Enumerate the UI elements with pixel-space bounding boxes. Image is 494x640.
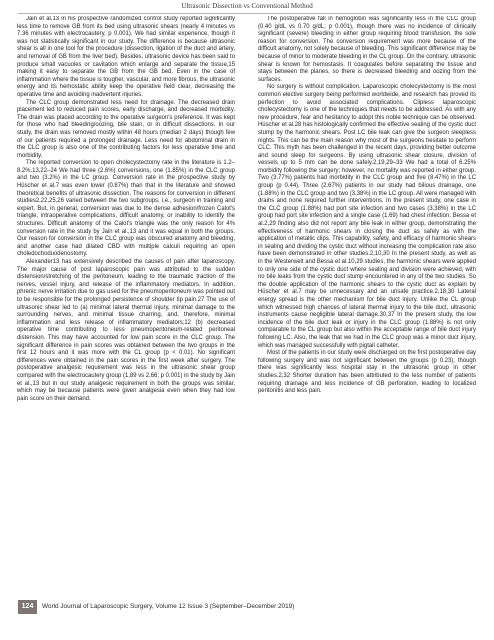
header-divider xyxy=(18,13,476,14)
paragraph: Alexander13 has extensively described the causes of pain after laparoscopy. The major cause of post laparoscopic pain was attributed to the sudden distension/stretching of the peritoneum, leading to the traumatic traction of the nerves, vessel injury, and release of the inflammatory mediators. In addition, phrenic nerve irritation due to gas used for the pneumoperitoneum was pointed out to be responsible for the prolonged persistence of shoulder tip pain.27 The use of ultrasonic shear led to (a) minimal lateral thermal injury, minimal damage to the surrounding nerves, and minimal tissue charring, and, therefore, minimal inflammation and less release of inflammatory mediators;12 (b) decreased operative time contributing to less pneumoperitoneum-related peritoneal distension. This may have accounted for low pain score in the CLC group. The significant difference in pain scores was obtained between the two groups in the first 12 hours and it was more with the CL group (p < 0.01). No significant differences were obtained in the pain scores in the first week after surgery. The postoperative analgesic requirement was less in the ultrasonic shear group compared with the electrocautery group (1.89 vs 2.66; p 0.001) in the study by Jain et al.,13 but in our study analgesic requirement in both the groups was similar, which may be because patients were given analgesia even when they had low pain score on their demand. xyxy=(17,259,235,402)
paragraph: No surgery is without complication. Laparoscopic cholecystectomy is the most common elective surgery being performed worldwide, and research has proved its perfection to avoid associated complications. Clipless laparoscopic cholecystectomy is one of the techniques that needs to be addressed. As with any new procedure, fear and hesitancy to adopt this noble technique can be observed. Hüscher et al.28 has histologically confirmed the effective sealing of the cystic duct stump by the harmonic shears. Post LC bile leak can give the surgeon sleepless nights. This can be the main reason why most of the surgeons hesitate to perform CLC. This myth has been challenged in the recent days, providing better outcome and sound sleep for surgeons. By using ultrasonic shear closure, division of vessels up to 5 mm can be done safely.2,19,29–33 We had a total of 6.25% morbidity following the surgery; however, no mortality was reported in either group. Two (3.77%) patients had morbidity in the CLC group and five (8.47%) in the LC group (p 0.44). Three (2.67%) patients in our study had bilious drainage, one (1.88%) in the CLC group and two (3.38%) in the LC group. All were managed with drains and none required further interventions. In the present study, one case in the CLC group (1.88%) had port site infection and two cases (3.38%) in the LC group had port site infection and a single case (1.69) had chest infection. Bessa et al.2,29 finding also did not report any bile leak in either group, demonstrating the effectiveness of harmonic shears in closing the duct as safely as with the application of metallic clips. This capability, safety, and efficacy of harmonic shears in sealing and dividing the cystic duct without increasing the complication rate also have been demonstrated in other studies.2,10,30 In the present study, as well as in the Westerwelt and Bessa et al.10,29 studies, the harmonic shears were applied to only one side of the cystic duct where sealing and division were achieved, with no bile leaks from the cystic duct stump encountered in any of the two studies. So the double application of the harmonic shears to the cystic duct as explain by Hüscher et al.7 may be unnecessary and an unsafe practice.2,18,30 Lateral energy spread is the other mechanism for bile duct injury. Unlike the CL group which witnessed high chances of lateral thermal injury to the bile duct, ultrasonic instruments cause negligible lateral damage.30,37 In the present study, the low incidence of the bile duct leak or injury in the CLC group (1.88%) is not only comparable to the CL group but also within the acceptable range of bile duct injury following LC. Also, the leak that we had in the CLC group was a minor duct injury, which was managed successfully with pigtail catheter. xyxy=(258,84,476,349)
right-column xyxy=(258,16,476,586)
page-number: 124 xyxy=(18,600,37,614)
paragraph: The reported conversion to open cholecystectomy rate in the literature is 1.2–8.2%.13,22–24 We had three (2.6%) conversions, one (1.85%) in the CLC group and two (3.2%) in the LC group. Conversion rate in the prospective study by Hüscher et al.7 was even lower (0.87%) than that in the literature and showed theoretical benefits of ultrasonic dissection. The reasons for conversion in different studies2,22,25,26 varied between the two subgroups, i.e., surgeon in training and expert. But, in general, conversion was due to the dense adhesion/frozen Calot's triangle, intraoperative complications, difficult anatomy, or inability to identify the structures. Difficult anatomy of the Calot's triangle was the only reason for 4% conversion rate in the study by Jain et al.,13 and it was equal in both the groups. Our reason for conversion in the CLC group was obscured anatomy and bleeding, and another case had dilated CBD with multiple calculi requiring an open choledochoduodenostomy. xyxy=(17,160,235,258)
running-header: Ultrasonic Dissection vs Conventional Method xyxy=(181,2,313,10)
paragraph: The CLC group demonstrated less need for drainage. The decreased drain placement led to reduced pain scores, early discharge, and decreased morbidity. The drain was placed according to the operative surgeon's preference. It was kept for those who had bleeding/oozing, bile stain, or in difficult dissections. In our study, the drain was removed mostly within 48 hours (median 2 days) though few of our patients required a prolonged drainage. Less need for abdominal drain in the CLC group is also one of the contributing factors for less operative time and morbidity. xyxy=(17,99,235,159)
paragraph: The postoperative fall in hemoglobin was significantly less in the CLC group (0.40 g/dL vs 0.70 g/dL; p 0.001), though there was no incidence of clinically significant (severe) bleeding in either group requiring blood transfusion, the sole reason for conversion. The conversion requirement was more because of the difficult anatomy, not solely because of bleeding. This significant difference may be because of minor to moderate bleeding in the CL group. On the contrary, ultrasonic shear is known for hemostasis. It coagulates before separating the tissue and stays between the planes, so there is decreased bleeding and oozing from the surfaces. xyxy=(258,16,476,83)
paragraph: Jain et al.13 in his prospective randomized control study reported significantly less time to remove GB from its bed using ultrasonic shears (nearly 4 minutes vs 7.36 minutes with electrocautery, p 0.001). We had similar experience, though it was not statistically significant in our study. The difference is because ultrasonic shear is all in one tool for the procedure (dissection, ligation of the duct and artery, and removal of GB from the liver bed). Besides, ultrasonic device has been said to produce small vacuoles or cavitation which enlarge and separate the tissue,15 making it easy to separate the GB from the GB bed. Even in the case of inflammation where the tissue is tougher, vascular, and more fibrous, the ultrasonic energy and its hemostatic ability keep the operative field clear, decreasing the operative time and avoiding inadvertent injuries. xyxy=(17,16,235,98)
page-footer xyxy=(0,588,494,640)
journal-citation: World Journal of Laparoscopic Surgery, Volume 12 Issue 3 (September–December 2019) xyxy=(42,603,295,610)
left-column xyxy=(17,16,235,586)
paragraph: Most of the patients in our study were discharged on the first postoperative day following surgery and was not significant between the groups (p 0.23), though there was significantly less hospital stay in the ultrasonic group in other studies.2,32 Shorter duration has been attributed to the less number of patients requiring drainage and less incidence of GB perforation, leading to localized peritonitis and less pain. xyxy=(258,350,476,395)
